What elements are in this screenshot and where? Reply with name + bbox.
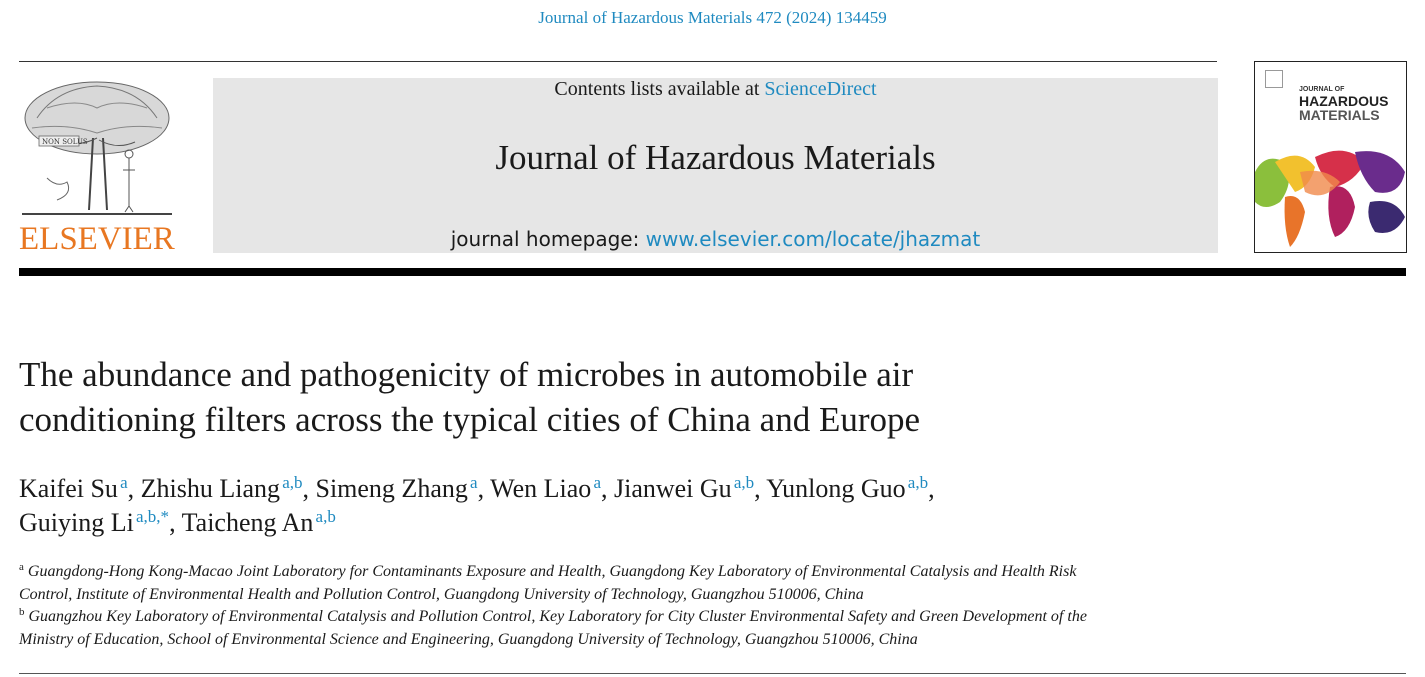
author-name[interactable]: Simeng Zhang: [315, 474, 468, 503]
journal-cover-thumbnail[interactable]: [1254, 61, 1407, 253]
header-thick-divider: [19, 268, 1406, 276]
contents-prefix: Contents lists available at: [554, 78, 765, 100]
author-line-2: [19, 506, 1219, 540]
author-name[interactable]: Taicheng An: [181, 508, 314, 537]
journal-title: Journal of Hazardous Materials: [495, 138, 936, 177]
author-affiliation-ref[interactable]: a,b: [733, 473, 755, 492]
author-affiliation-ref[interactable]: a: [470, 473, 478, 492]
affiliation-list: [19, 561, 1219, 651]
affiliation-text-line2: Control, Institute of Environmental Health and Pollution Control, Guangdong University of Technology, Guangzhou 510006, China: [19, 585, 864, 603]
author-name[interactable]: Yunlong Guo: [766, 474, 906, 503]
author-affiliation-ref[interactable]: a,b,*: [136, 507, 170, 526]
bottom-divider: [19, 673, 1406, 674]
logo-motto: NON SOLUS: [42, 138, 88, 146]
author-name[interactable]: Kaifei Su: [19, 474, 118, 503]
author-separator: ,: [302, 474, 316, 503]
author-separator: ,: [127, 474, 141, 503]
affiliation-text-line1: Guangzhou Key Laboratory of Environmental Catalysis and Pollution Control, Key Laboratory for City Cluster Environmental Safety and Green Development of the: [28, 608, 1087, 625]
cover-title-line1: JOURNAL OF: [1299, 86, 1345, 93]
homepage-prefix: journal homepage:: [450, 227, 646, 251]
affiliation-text-line2: Ministry of Education, School of Environmental Science and Engineering, Guangdong University of Technology, Guangzhou 510006, China: [19, 630, 918, 648]
journal-citation-link[interactable]: Journal of Hazardous Materials 472 (2024) 134459: [538, 8, 887, 27]
author-affiliation-ref[interactable]: a,b: [282, 473, 303, 492]
article-title: [19, 352, 1119, 442]
author-affiliation-ref[interactable]: a: [593, 473, 601, 492]
elsevier-tree-icon: [17, 78, 177, 218]
author-name[interactable]: Guiying Li: [19, 508, 134, 537]
author-separator: ,: [169, 508, 182, 537]
author-list: [19, 472, 1219, 540]
top-divider: [19, 61, 1217, 62]
elsevier-logo[interactable]: [17, 78, 177, 256]
author-separator: ,: [754, 474, 767, 503]
cover-title-line2: HAZARDOUS: [1299, 93, 1389, 109]
author-name[interactable]: Zhishu Liang: [140, 474, 281, 503]
sciencedirect-link[interactable]: ScienceDirect: [764, 78, 877, 100]
author-affiliation-ref[interactable]: a: [120, 473, 128, 492]
cover-publisher-icon: [1265, 70, 1283, 88]
contents-availability: [213, 78, 1218, 101]
affiliation-key: b: [19, 606, 25, 618]
author-separator: ,: [477, 474, 491, 503]
author-line-1: [19, 472, 1219, 506]
article-title-line2: conditioning filters across the typical cities of China and Europe: [19, 400, 921, 439]
journal-homepage: [213, 227, 1218, 251]
affiliation-key: a: [19, 561, 24, 573]
author-name[interactable]: Wen Liao: [490, 474, 592, 503]
publisher-name: ELSEVIER: [19, 221, 175, 257]
author-name[interactable]: Jianwei Gu: [613, 474, 732, 503]
affiliation-a: [19, 561, 1219, 606]
affiliation-text-line1: Guangdong-Hong Kong-Macao Joint Laboratory for Contaminants Exposure and Health, Guangdong Key Laboratory of Environmental Catalysis and Health Risk: [27, 563, 1077, 580]
author-separator: ,: [928, 474, 935, 503]
author-separator: ,: [600, 474, 614, 503]
affiliation-b: [19, 606, 1219, 651]
homepage-link[interactable]: www.elsevier.com/locate/jhazmat: [645, 227, 981, 251]
author-affiliation-ref[interactable]: a,b: [315, 507, 336, 526]
article-title-line1: The abundance and pathogenicity of microbes in automobile air: [19, 355, 914, 394]
cover-title-line3: MATERIALS: [1299, 107, 1380, 123]
world-map-art-icon: [1255, 142, 1406, 252]
author-affiliation-ref[interactable]: a,b: [907, 473, 929, 492]
